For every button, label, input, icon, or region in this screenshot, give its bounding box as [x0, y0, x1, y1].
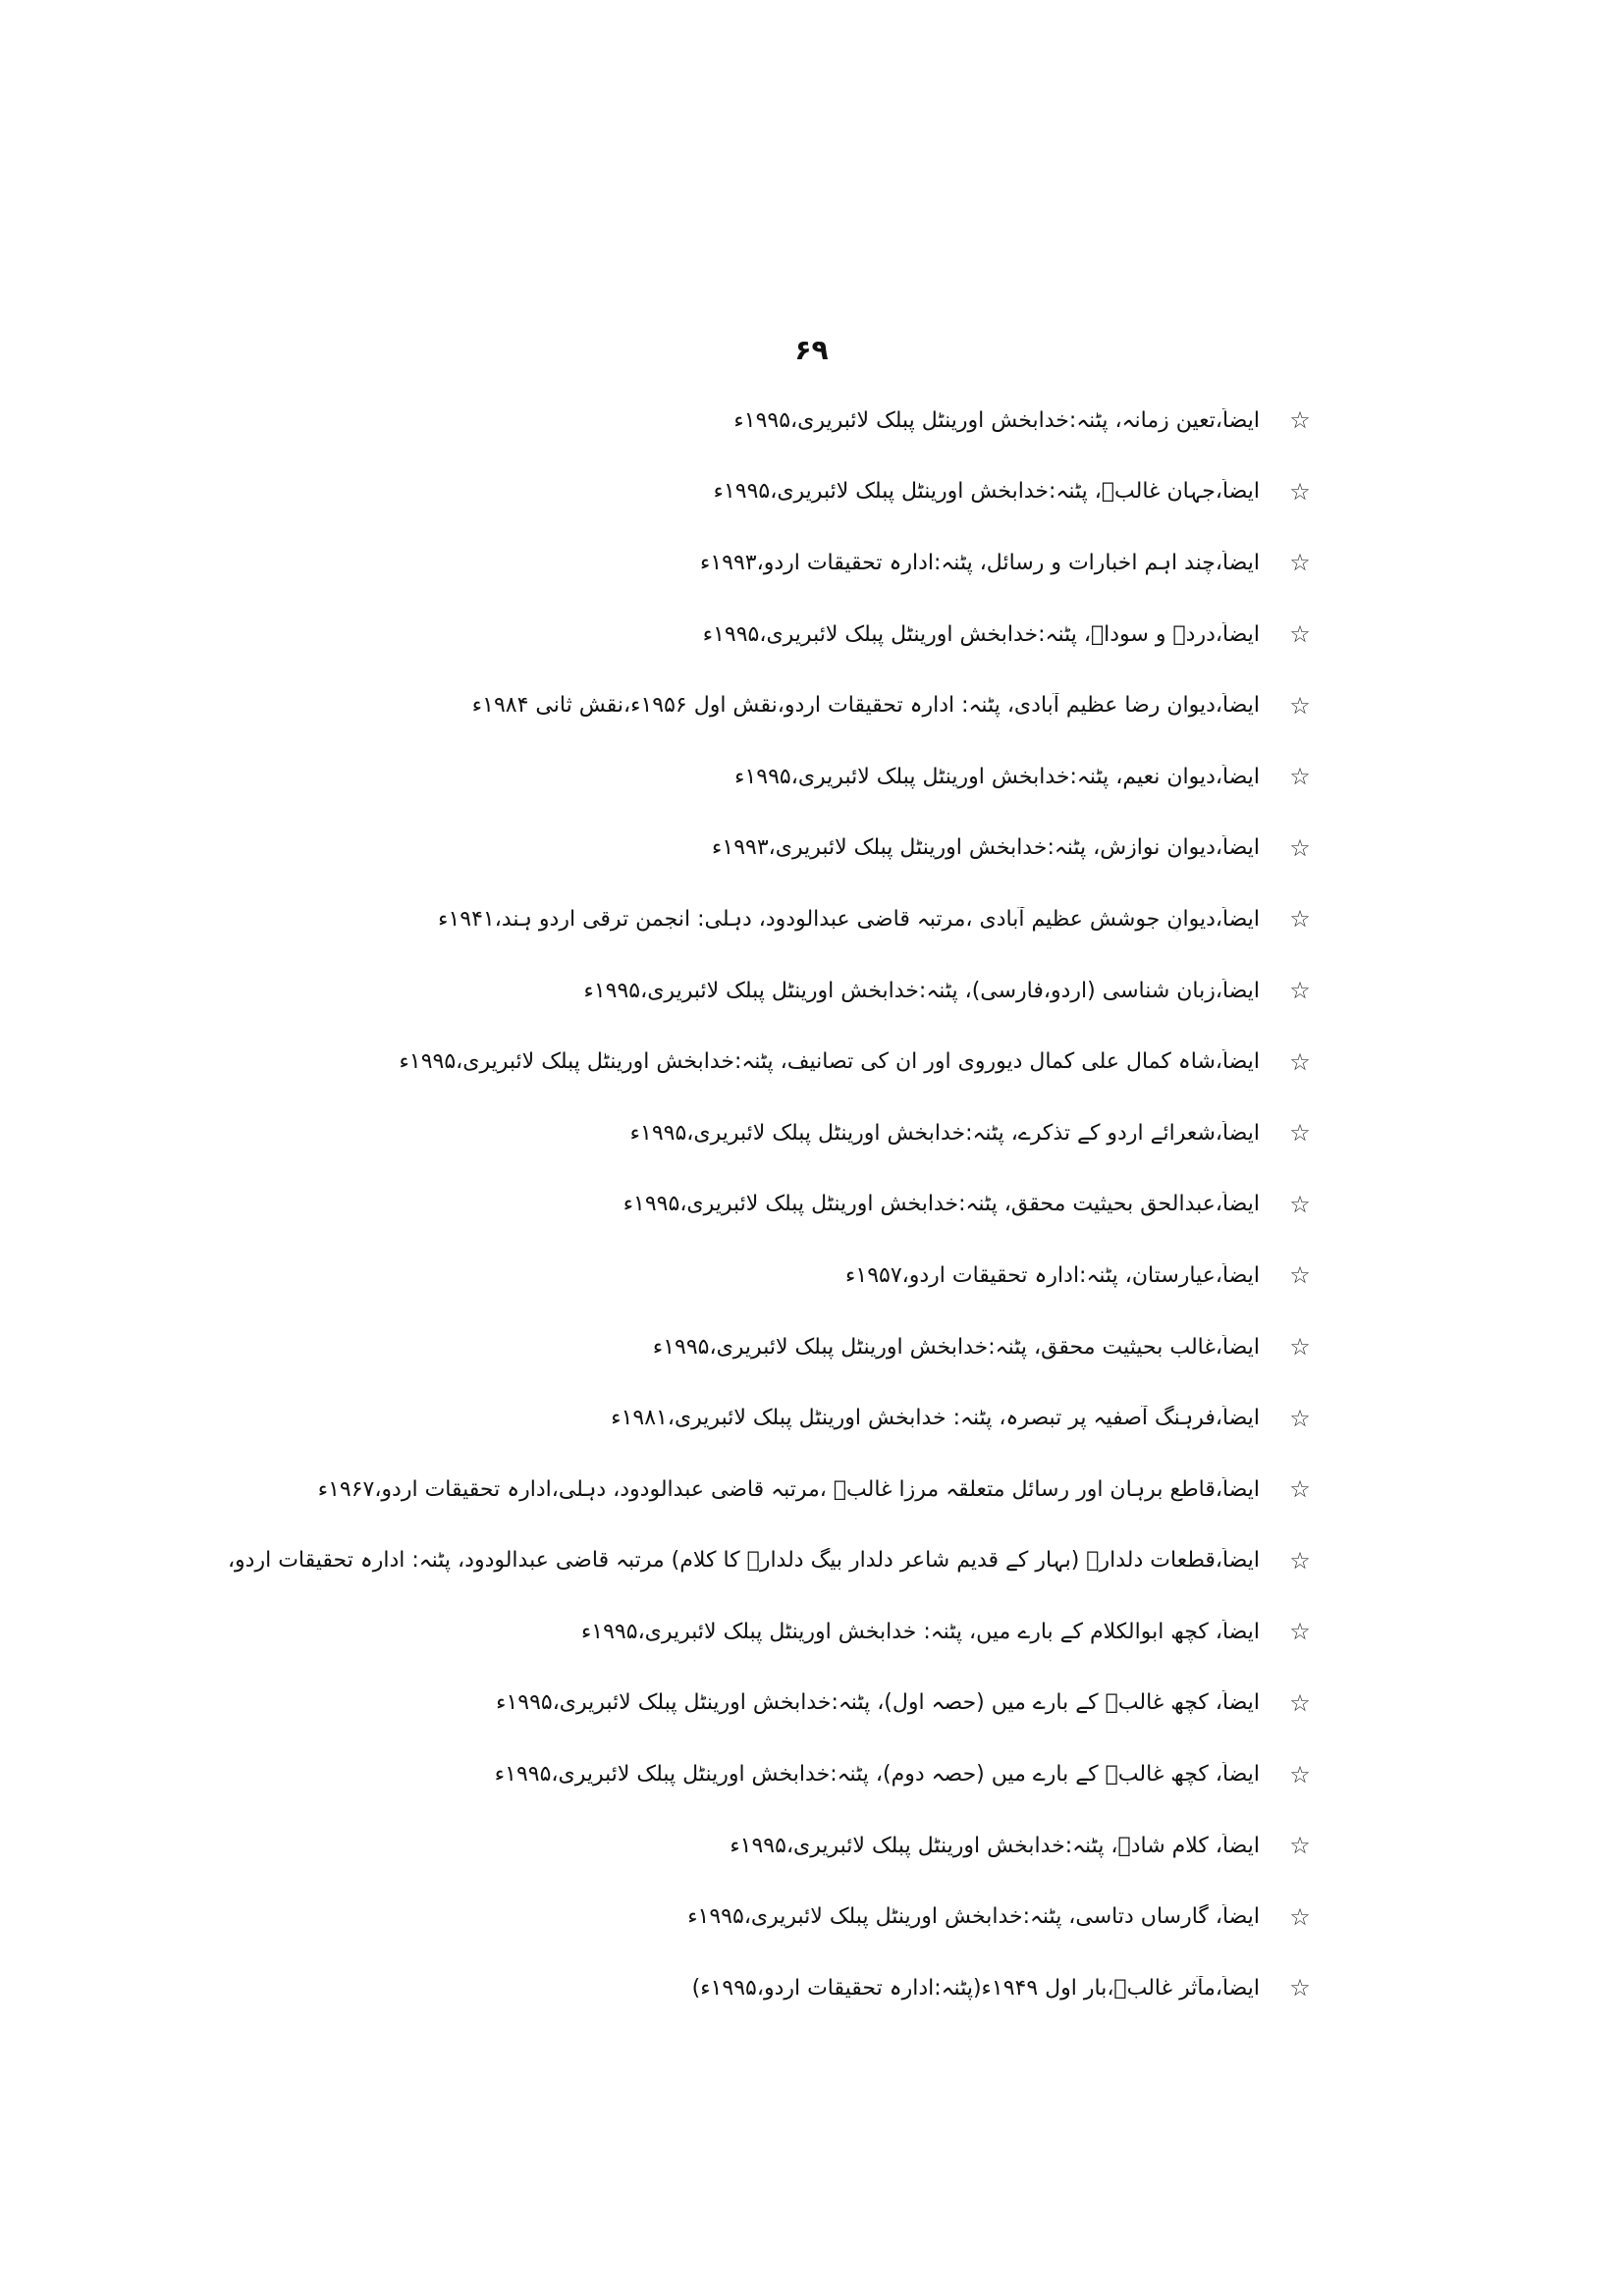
bibliography-entry: ایضاً،جہان غالبؔ، پٹنہ:خدابخش اورینٹل پبلک لائبریری،۱۹۹۵ء	[713, 479, 1260, 505]
bibliography-entry: ایضاً،چند اہم اخبارات و رسائل، پٹنہ:ادارہ تحقیقات اردو،۱۹۹۳ء	[699, 550, 1260, 575]
list-item	[28, 813, 1315, 884]
star-bullet-icon: ☆	[1289, 1119, 1311, 1148]
bibliography-entry: ایضاً،قاطع برہان اور رسائل متعلقہ مرزا غالبؔ ،مرتبہ قاضی عبدالودود، دہلی،ادارہ تحقیقات اردو،۱۹۶۷ء	[317, 1476, 1260, 1502]
star-bullet-icon: ☆	[1289, 1261, 1311, 1290]
list-item	[28, 1881, 1315, 1952]
star-bullet-icon: ☆	[1289, 1047, 1311, 1076]
star-bullet-icon: ☆	[1289, 1974, 1311, 2002]
star-bullet-icon: ☆	[1289, 1760, 1311, 1789]
page-number: ۶۹	[794, 334, 829, 366]
bibliography-entry: ایضاً،دیوان نعیم، پٹنہ:خدابخش اورینٹل پبلک لائبریری،۱۹۹۵ء	[734, 764, 1260, 789]
list-item	[28, 1311, 1315, 1383]
bibliography-entry: ایضاً،قطعات دلدارؔ (بہار کے قدیم شاعر دلدار بیگ دلدارؔ کا کلام) مرتبہ قاضی عبدالودود، پٹنہ: ادارہ تحقیقات اردو،	[227, 1548, 1260, 1574]
star-bullet-icon: ☆	[1289, 477, 1311, 506]
star-bullet-icon: ☆	[1289, 1832, 1311, 1860]
list-item	[28, 1026, 1315, 1097]
star-bullet-icon: ☆	[1289, 691, 1311, 720]
list-item	[28, 1097, 1315, 1169]
bibliography-entry: ایضاً،دردؔ و سوداؔ، پٹنہ:خدابخش اورینٹل پبلک لائبریری،۱۹۹۵ء	[702, 621, 1260, 647]
list-item	[28, 1596, 1315, 1668]
star-bullet-icon: ☆	[1289, 1333, 1311, 1362]
star-bullet-icon: ☆	[1289, 1404, 1311, 1432]
star-bullet-icon: ☆	[1289, 1902, 1311, 1931]
bibliography-entry: ایضاً، گارساں دتاسی، پٹنہ:خدابخش اورینٹل پبلک لائبریری،۱۹۹۵ء	[687, 1904, 1260, 1930]
star-bullet-icon: ☆	[1289, 549, 1311, 577]
list-item	[28, 1169, 1315, 1241]
list-item	[28, 599, 1315, 670]
list-item	[28, 527, 1315, 599]
bibliography-entry: ایضاً،عیارستان، پٹنہ:ادارہ تحقیقات اردو،۱۹۵۷ء	[845, 1262, 1260, 1288]
star-bullet-icon: ☆	[1289, 1618, 1311, 1646]
bibliography-entry: ایضاً،عبدالحق بحیثیت محقق، پٹنہ:خدابخش اورینٹل پبلک لائبریری،۱۹۹۵ء	[622, 1192, 1260, 1217]
bibliography-entry: ایضاً،دیوان رضا عظیم آبادی، پٹنہ: ادارہ تحقیقات اردو،نقش اول ۱۹۵۶ء،نقش ثانی ۱۹۸۴ء	[471, 693, 1260, 719]
list-item	[28, 741, 1315, 813]
bibliography-entry: ایضاً،زبان شناسی (اردو،فارسی)، پٹنہ:خدابخش اورینٹل پبلک لائبریری،۱۹۹۵ء	[583, 978, 1260, 1003]
list-item	[28, 1738, 1315, 1810]
star-bullet-icon: ☆	[1289, 1546, 1311, 1575]
list-item	[28, 1810, 1315, 1882]
star-bullet-icon: ☆	[1289, 1475, 1311, 1504]
star-bullet-icon: ☆	[1289, 905, 1311, 934]
bibliography-entry: ایضاً،دیوانِ جوشش عظیم آبادی ،مرتبہ قاضی عبدالودود، دہلی: انجمن ترقی اردو ہند،۱۹۴۱ء	[438, 906, 1260, 932]
bibliography-entry: ایضاً، کچھ ابوالکلام کے بارے میں، پٹنہ: خدابخش اورینٹل پبلک لائبریری،۱۹۹۵ء	[580, 1619, 1260, 1644]
star-bullet-icon: ☆	[1289, 406, 1311, 435]
list-item	[28, 883, 1315, 955]
bibliography-entry: ایضاً،شاہ کمال علی کمال دیوروی اور ان کی تصانیف، پٹنہ:خدابخش اورینٹل پبلک لائبریری،۱۹۹۵ء	[399, 1049, 1260, 1075]
list-item	[28, 1952, 1315, 2024]
list-item	[28, 1240, 1315, 1311]
bibliography-entry: ایضاً، کچھ غالبؔ کے بارے میں (حصہ دوم)، پٹنہ:خدابخش اورینٹل پبلک لائبریری،۱۹۹۵ء	[494, 1762, 1260, 1788]
star-bullet-icon: ☆	[1289, 1688, 1311, 1717]
bibliography-entry: ایضاً،غالب بحیثیت محقق، پٹنہ:خدابخش اورینٹل پبلک لائبریری،۱۹۹۵ء	[652, 1334, 1260, 1360]
bibliography-entry: ایضاً،شعرائے اردو کے تذکرے، پٹنہ:خدابخش اورینٹل پبلک لائبریری،۱۹۹۵ء	[629, 1120, 1260, 1146]
list-item	[28, 1668, 1315, 1739]
star-bullet-icon: ☆	[1289, 1190, 1311, 1218]
list-item	[28, 1454, 1315, 1525]
list-item	[28, 669, 1315, 741]
list-item	[28, 385, 1315, 456]
list-item	[28, 955, 1315, 1027]
bibliography-entry: ایضاً، کلام شادؔ، پٹنہ:خدابخش اورینٹل پبلک لائبریری،۱۹۹۵ء	[730, 1833, 1260, 1858]
star-bullet-icon: ☆	[1289, 620, 1311, 649]
list-item	[28, 1382, 1315, 1454]
bibliography-entry: ایضاً، کچھ غالبؔ کے بارے میں (حصہ اول)، پٹنہ:خدابخش اورینٹل پبلک لائبریری،۱۹۹۵ء	[496, 1690, 1260, 1716]
bibliography-entry: ایضاً،فرہنگ آصفیہ پر تبصرہ، پٹنہ: خدابخش اورینٹل پبلک لائبریری،۱۹۸۱ء	[611, 1406, 1260, 1431]
star-bullet-icon: ☆	[1289, 833, 1311, 862]
star-bullet-icon: ☆	[1289, 763, 1311, 791]
list-item	[28, 1525, 1315, 1597]
bibliography-entry: ایضاً،دیوان نوازش، پٹنہ:خدابخش اورینٹل پبلک لائبریری،۱۹۹۳ء	[712, 835, 1260, 861]
list-item	[28, 456, 1315, 528]
star-bullet-icon: ☆	[1289, 977, 1311, 1005]
bibliography-entry: ایضاً،تعین زمانہ، پٹنہ:خدابخش اورینٹل پبلک لائبریری،۱۹۹۵ء	[733, 407, 1260, 433]
bibliography-entry: ایضاً،مآثر غالبؔ،بار اول ۱۹۴۹ء(پٹنہ:ادارہ تحقیقات اردو،۱۹۹۵ء)	[691, 1975, 1260, 2001]
bibliography-list	[28, 385, 1315, 2024]
